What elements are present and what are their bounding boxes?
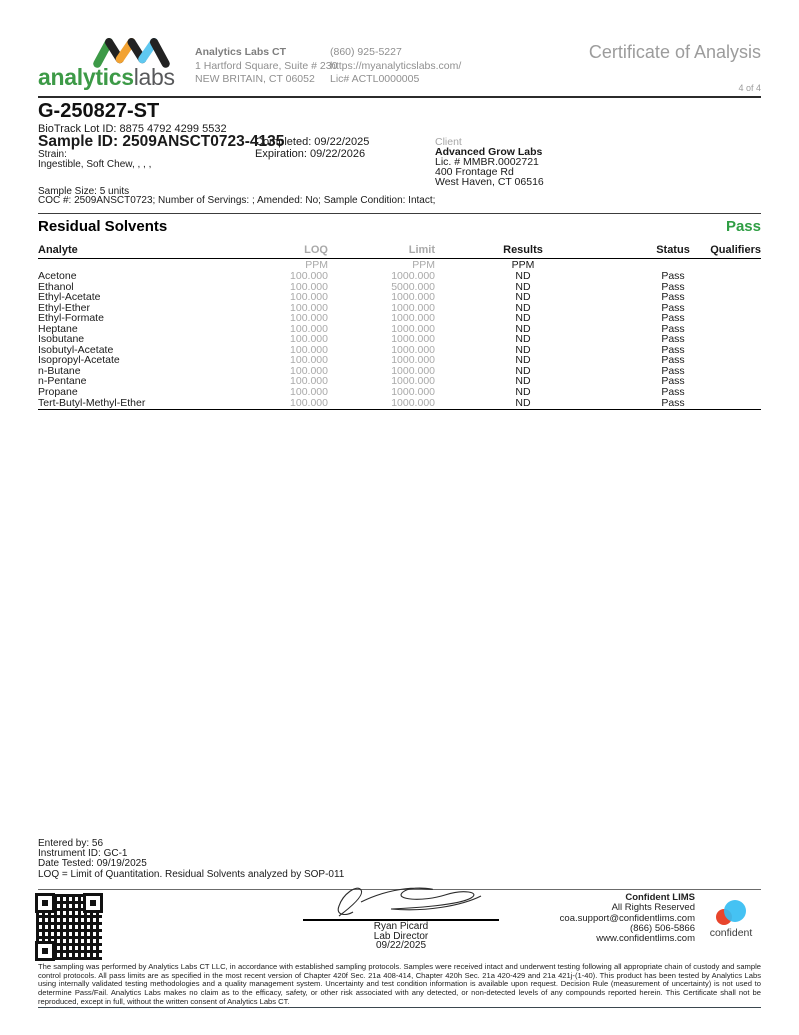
legal-disclaimer: The sampling was performed by Analytics Labs CT LLC, in accordance with established sampling protocols. Samples were received intact and underwent testing following all appropriate chain of custody and sample control protocols. All pass limits are as specified in the most recent version of Chapter 420f Sec. 21a 408-414, Chapter 420h Sec. 21a 420-429 and 21a 421j-(1-40). This product has been tested by Analytics Labs using internally validated testing methodologies and a quality management system. Uncertainty and test condition information is available upon request. Decision Rule (measurement of uncertainty) is not used to determine Pass/Fail. Analytics Labs makes no claim as to the efficacy, safety, or other risk associated with any detected, or non-detected levels of any compounds reported herein. This Certificate shall not be reproduced, except in full, without the written consent of Analytics Labs CT. — [38, 962, 761, 1006]
lab-address-block — [195, 46, 337, 87]
bottom-rule — [38, 1007, 761, 1008]
unit-results: PPM — [511, 259, 535, 271]
lab-address-line2: NEW BRITAIN, CT 06052 — [195, 73, 315, 85]
lab-name: Analytics Labs CT — [195, 46, 287, 58]
cell-analyte: Acetone — [38, 270, 77, 282]
cell-loq: 100.000 — [290, 270, 328, 282]
sample-size: Sample Size: 5 units — [38, 186, 130, 197]
biotrack-lot-id: BioTrack Lot ID: 8875 4792 4299 5532 — [38, 123, 227, 135]
cell-analyte: Isobutane — [38, 333, 85, 346]
cell-limit: 1000.000 — [391, 386, 435, 399]
cell-status: Pass — [661, 312, 685, 325]
lims-phone: (866) 506-5866 — [630, 922, 695, 934]
cell-results: ND — [515, 270, 531, 282]
qr-finder-icon — [83, 893, 103, 913]
cell-results: ND — [515, 301, 531, 314]
date-tested: Date Tested: 09/19/2025 — [38, 858, 147, 870]
cell-limit: 1000.000 — [391, 301, 435, 314]
page-number: 4 of 4 — [738, 83, 761, 93]
client-address2: West Haven, CT 06516 — [435, 176, 544, 188]
lims-website: www.confidentlims.com — [596, 933, 695, 945]
entered-by: Entered by: 56 — [38, 838, 104, 849]
cell-analyte: Isopropyl-Acetate — [38, 354, 120, 367]
col-qualifiers: Qualifiers — [710, 244, 761, 256]
cell-results: ND — [515, 396, 531, 409]
strain-value: Ingestible, Soft Chew, , , , — [38, 159, 152, 170]
cell-results: ND — [515, 343, 531, 356]
cell-loq: 100.000 — [290, 312, 328, 325]
lab-website: https://myanalyticslabs.com/ — [330, 59, 462, 72]
lims-name: Confident LIMS — [625, 892, 695, 903]
client-name: Advanced Grow Labs — [435, 146, 543, 158]
cell-loq: 100.000 — [290, 386, 328, 399]
lab-contact-block — [330, 46, 461, 87]
cell-results: ND — [515, 354, 531, 367]
cell-limit: 5000.000 — [391, 280, 435, 293]
cell-analyte: Ethyl-Ether — [38, 301, 90, 314]
qr-finder-icon — [35, 941, 55, 961]
confident-circles-icon — [711, 898, 751, 928]
cell-qualifiers — [675, 292, 761, 303]
cell-limit: 1000.000 — [391, 333, 435, 346]
client-license: Lic. # MMBR.0002721 — [435, 156, 539, 168]
cell-qualifiers — [675, 387, 761, 398]
col-analyte: Analyte — [38, 244, 78, 256]
cell-limit: 1000.000 — [391, 312, 435, 325]
cell-status: Pass — [661, 354, 685, 367]
col-status: Status — [656, 244, 690, 256]
cell-analyte: Heptane — [38, 322, 78, 335]
cell-loq: 100.000 — [290, 280, 328, 293]
table-row — [38, 387, 761, 398]
cell-limit: 1000.000 — [391, 396, 435, 409]
cell-limit: 1000.000 — [391, 322, 435, 335]
cell-status: Pass — [661, 386, 685, 399]
confident-lims-logo — [703, 898, 759, 944]
cell-results: ND — [515, 312, 531, 325]
cell-loq: 100.000 — [290, 301, 328, 314]
strain-block — [38, 150, 151, 170]
sample-code: G-250827-ST — [38, 100, 160, 122]
cell-analyte: Tert-Butyl-Methyl-Ether — [38, 396, 146, 409]
client-address1: 400 Frontage Rd — [435, 166, 514, 178]
cell-analyte: n-Pentane — [38, 375, 87, 388]
col-results: Results — [503, 244, 543, 256]
cell-qualifiers — [675, 271, 761, 282]
cell-limit: 1000.000 — [391, 270, 435, 282]
cell-results: ND — [515, 322, 531, 335]
cell-loq: 100.000 — [290, 396, 328, 409]
table-bottom-rule — [38, 409, 761, 410]
cell-loq: 100.000 — [290, 291, 328, 304]
table-row — [38, 398, 761, 409]
cell-qualifiers — [675, 324, 761, 335]
document-title: Certificate of Analysis — [588, 42, 761, 62]
lab-phone: (860) 925-5227 — [330, 46, 402, 58]
cell-limit: 1000.000 — [391, 343, 435, 356]
cell-loq: 100.000 — [290, 333, 328, 346]
cell-qualifiers — [675, 345, 761, 356]
footer-notes — [38, 839, 344, 880]
instrument-id: Instrument ID: GC-1 — [38, 848, 128, 860]
cell-status: Pass — [661, 333, 685, 346]
cell-analyte: Ethanol — [38, 280, 74, 293]
client-block — [435, 137, 544, 187]
sample-id: Sample ID: 2509ANSCT0723-4135 — [38, 133, 285, 150]
table-row — [38, 271, 761, 282]
cell-loq: 100.000 — [290, 322, 328, 335]
cell-qualifiers — [675, 366, 761, 377]
cell-results: ND — [515, 291, 531, 304]
col-limit: Limit — [408, 244, 435, 256]
cell-loq: 100.000 — [290, 343, 328, 356]
cell-results: ND — [515, 364, 531, 377]
cell-status: Pass — [661, 270, 685, 282]
logo-word-labs: labs — [133, 64, 175, 90]
header-divider — [38, 96, 761, 98]
qr-finder-icon — [35, 893, 55, 913]
strain-label: Strain: — [38, 149, 67, 160]
lab-license: Lic# ACTL0000005 — [330, 73, 420, 85]
cell-limit: 1000.000 — [391, 291, 435, 304]
cell-status: Pass — [661, 280, 685, 293]
signatory-title: Lab Director — [373, 930, 429, 942]
lims-rights: All Rights Reserved — [611, 902, 695, 914]
signature-icon — [295, 882, 505, 920]
logo-word-analytics: analytics — [38, 64, 134, 90]
solvent-table-body — [38, 271, 761, 408]
cell-results: ND — [515, 333, 531, 346]
unit-limit: PPM — [412, 259, 435, 271]
cell-analyte: Ethyl-Formate — [38, 312, 104, 325]
solvent-table — [38, 244, 761, 410]
cell-analyte: Ethyl-Acetate — [38, 291, 101, 304]
cell-loq: 100.000 — [290, 354, 328, 367]
cell-status: Pass — [661, 291, 685, 304]
cell-limit: 1000.000 — [391, 354, 435, 367]
logo-wordmark — [38, 64, 175, 91]
cell-status: Pass — [661, 364, 685, 377]
cell-status: Pass — [661, 375, 685, 388]
col-loq: LOQ — [304, 244, 328, 256]
solvent-table-header — [38, 244, 761, 259]
cell-results: ND — [515, 386, 531, 399]
cell-status: Pass — [661, 343, 685, 356]
cell-analyte: Propane — [38, 386, 78, 399]
cell-qualifiers — [675, 303, 761, 314]
qr-code — [36, 894, 102, 960]
cell-analyte: Isobutyl-Acetate — [38, 343, 114, 356]
cell-loq: 100.000 — [290, 364, 328, 377]
cell-limit: 1000.000 — [391, 375, 435, 388]
cell-qualifiers — [675, 355, 761, 366]
loq-note: LOQ = Limit of Quantitation. Residual Solvents analyzed by SOP-011 — [38, 868, 345, 880]
cell-qualifiers — [675, 398, 761, 409]
unit-loq: PPM — [305, 259, 328, 271]
completed-date: Completed: 09/22/2025 — [255, 136, 370, 148]
coc-line: COC #: 2509ANSCT0723; Number of Servings: ; Amended: No; Sample Condition: Intact; — [38, 195, 436, 206]
cell-status: Pass — [661, 301, 685, 314]
cell-results: ND — [515, 280, 531, 293]
lims-contact-block — [560, 893, 695, 944]
cell-limit: 1000.000 — [391, 364, 435, 377]
cell-qualifiers — [675, 376, 761, 387]
cell-analyte: n-Butane — [38, 364, 81, 377]
confident-logo-word: confident — [709, 927, 753, 939]
expiration-date: Expiration: 09/22/2026 — [255, 148, 366, 160]
signatory-date: 09/22/2025 — [375, 940, 427, 952]
signatory-name: Ryan Picard — [373, 921, 429, 932]
section-status-badge: Pass — [725, 218, 761, 235]
section-divider — [38, 213, 761, 214]
lab-address-line1: 1 Hartford Square, Suite # 230 — [195, 59, 338, 72]
client-label: Client — [435, 136, 462, 148]
cell-qualifiers — [675, 334, 761, 345]
cell-results: ND — [515, 375, 531, 388]
lims-email: coa.support@confidentlims.com — [559, 912, 695, 924]
cell-qualifiers — [675, 282, 761, 293]
cell-loq: 100.000 — [290, 375, 328, 388]
signatory-block — [303, 922, 499, 951]
cell-status: Pass — [661, 396, 685, 409]
cell-status: Pass — [661, 322, 685, 335]
cell-qualifiers — [675, 313, 761, 324]
section-title: Residual Solvents — [38, 218, 168, 235]
